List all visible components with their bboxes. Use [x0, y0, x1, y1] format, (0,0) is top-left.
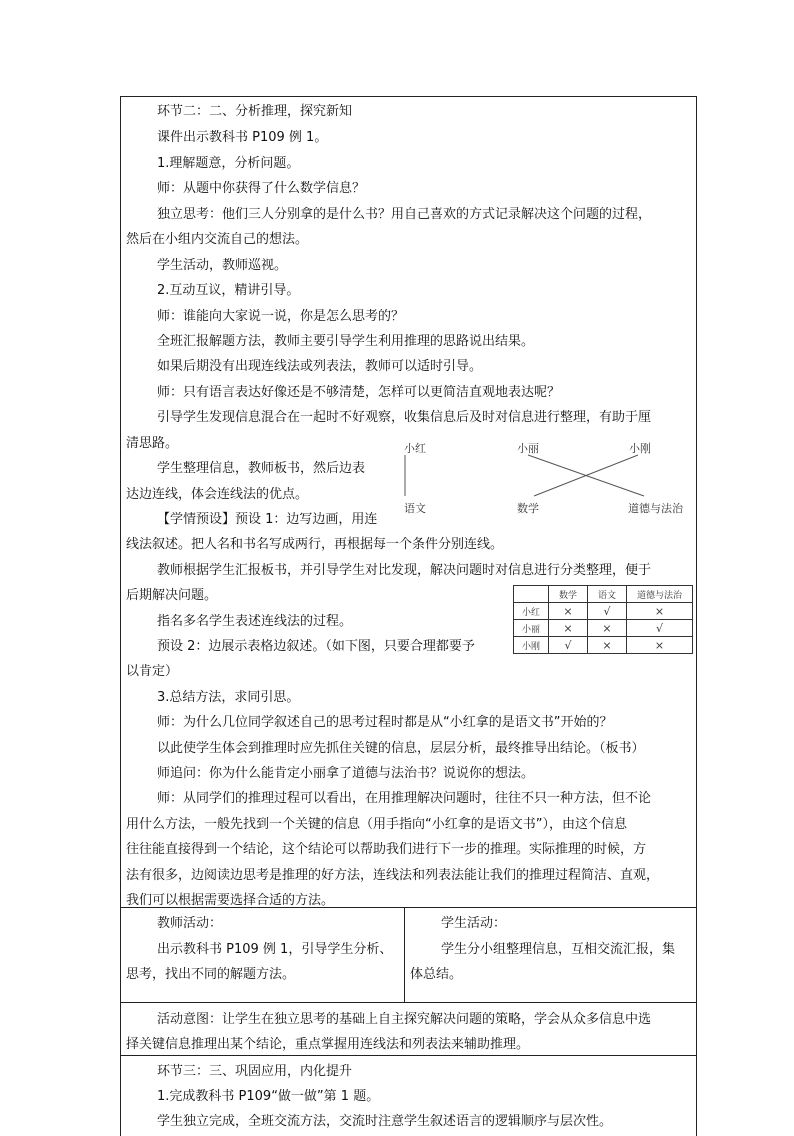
grid-header-row — [514, 586, 693, 603]
grid-row-label: 小刚 — [514, 637, 549, 654]
text-line: 师：为什么几位同学叙述自己的思考过程时都是从“小红拿的是语文书”开始的？ — [157, 715, 613, 730]
grid-header: 语文 — [588, 586, 627, 603]
text-line: 后期解决问题。 — [126, 588, 218, 603]
grid-cell: √ — [627, 620, 693, 637]
text-line: 用什么方法，一般先找到一个关键的信息（用手指向“小红拿的是语文书”），由这个信息 — [126, 817, 627, 832]
text-line: 2.互动互议，精讲引导。 — [157, 283, 300, 298]
text-line: 【学情预设】预设 1：边写边画，用连 — [157, 512, 378, 527]
text-line: 课件出示教科书 P109 例 1。 — [157, 130, 328, 145]
text-line: 以此使学生体会到推理时应先抓住关键的信息，层层分析，最终推导出结论。（板书） — [157, 741, 645, 756]
text-line: 预设 2：边展示表格边叙述。（如下图，只要合理都要予 — [157, 639, 475, 654]
book-label: 道德与法治 — [628, 502, 683, 515]
text-line: 学生活动，教师巡视。 — [157, 258, 288, 273]
matching-diagram — [400, 438, 694, 520]
text-line: 师：谁能向大家说一说，你是怎么思考的？ — [157, 309, 405, 324]
book-label: 数学 — [517, 502, 539, 515]
book-label: 语文 — [404, 502, 426, 515]
text-line: 引导学生发现信息混合在一起时不好观察，收集信息后及时对信息进行整理，有助于厘 — [157, 410, 652, 425]
text-line: 教师根据学生汇报板书，并引导学生对比发现，解决问题时对信息进行分类整理，便于 — [157, 563, 652, 578]
text-line: 3.总结方法，求同引思。 — [157, 690, 300, 705]
grid-row — [514, 637, 693, 654]
grid-cell: × — [627, 637, 693, 654]
text-line: 法有很多，边阅读边思考是推理的好方法，连线法和列表法能让我们的推理过程简洁、直观， — [126, 868, 660, 883]
text-line: 1.完成教科书 P109“做一做”第 1 题。 — [157, 1089, 380, 1104]
text-line: 往往能直接得到一个结论，这个结论可以帮助我们进行下一步的推理。实际推理的时候，方 — [126, 842, 647, 857]
grid-cell: × — [549, 603, 588, 620]
table-divider — [120, 1002, 697, 1003]
text-line: 独立思考：他们三人分别拿的是什么书？用自己喜欢的方式记录解决这个问题的过程， — [157, 207, 652, 222]
section-2-title: 环节二：二、分析推理，探究新知 — [157, 104, 353, 119]
activity-intent: 择关键信息推理出某个结论，重点掌握用连线法和列表法来辅助推理。 — [126, 1037, 530, 1052]
grid-cell: × — [588, 620, 627, 637]
text-line: 师追问：你为什么能肯定小丽拿了道德与法治书？说说你的想法。 — [157, 766, 535, 781]
student-activity-text: 学生分小组整理信息，互相交流汇报，集 — [441, 942, 676, 957]
table-divider — [120, 1055, 697, 1056]
grid-row-label: 小红 — [514, 603, 549, 620]
text-line: 然后在小组内交流自己的想法。 — [126, 232, 309, 247]
grid-row-label: 小丽 — [514, 620, 549, 637]
teacher-activity-title: 教师活动： — [157, 916, 223, 931]
text-line: 如果后期没有出现连线法或列表法，教师可以适时引导。 — [157, 359, 483, 374]
student-activity-title: 学生活动： — [441, 916, 507, 931]
grid-header: 数学 — [549, 586, 588, 603]
grid-cell: √ — [588, 603, 627, 620]
grid-cell: × — [549, 620, 588, 637]
text-line: 1.理解题意，分析问题。 — [157, 156, 300, 171]
text-line: 达边连线，体会连线法的优点。 — [126, 487, 309, 502]
grid-cell: × — [627, 603, 693, 620]
grid-cell: √ — [549, 637, 588, 654]
text-line: 指名多名学生表述连线法的过程。 — [157, 614, 353, 629]
text-line: 师：从同学们的推理过程可以看出，在用推理解决问题时，往往不只一种方法，但不论 — [157, 791, 652, 806]
grid-cell: × — [588, 637, 627, 654]
grid-row — [514, 620, 693, 637]
teacher-activity-text: 出示教科书 P109 例 1，引导学生分析、 — [157, 942, 393, 957]
text-line: 师：只有语言表达好像还是不够清楚，怎样可以更简洁直观地表达呢？ — [157, 385, 561, 400]
teacher-activity-text: 思考，找出不同的解题方法。 — [126, 967, 296, 982]
text-line: 清思路。 — [126, 436, 179, 451]
column-divider — [404, 907, 405, 1002]
text-line: 线法叙述。把人名和书名写成两行，再根据每一个条件分别连线。 — [126, 537, 504, 552]
grid-row — [514, 603, 693, 620]
activity-intent: 活动意图：让学生在独立思考的基础上自主探究解决问题的策略，学会从众多信息中选 — [157, 1012, 652, 1027]
section-3-title: 环节三：三、巩固应用，内化提升 — [157, 1064, 353, 1079]
match-line — [534, 455, 638, 496]
text-line: 全班汇报解题方法，教师主要引导学生利用推理的思路说出结果。 — [157, 334, 535, 349]
grid-header: 道德与法治 — [627, 586, 693, 603]
reasoning-grid — [513, 585, 693, 654]
text-line: 学生整理信息，教师板书，然后边表 — [157, 461, 366, 476]
text-line: 以肯定） — [126, 664, 179, 679]
grid-corner — [514, 586, 549, 603]
text-line: 师：从题中你获得了什么数学信息？ — [157, 181, 366, 196]
person-label: 小刚 — [629, 442, 651, 455]
student-activity-text: 体总结。 — [410, 967, 463, 982]
person-label: 小丽 — [517, 442, 539, 455]
text-line: 学生独立完成，全班交流方法，交流时注意学生叙述语言的逻辑顺序与层次性。 — [157, 1114, 613, 1129]
text-line: 我们可以根据需要选择合适的方法。 — [126, 893, 335, 908]
person-label: 小红 — [404, 442, 426, 455]
